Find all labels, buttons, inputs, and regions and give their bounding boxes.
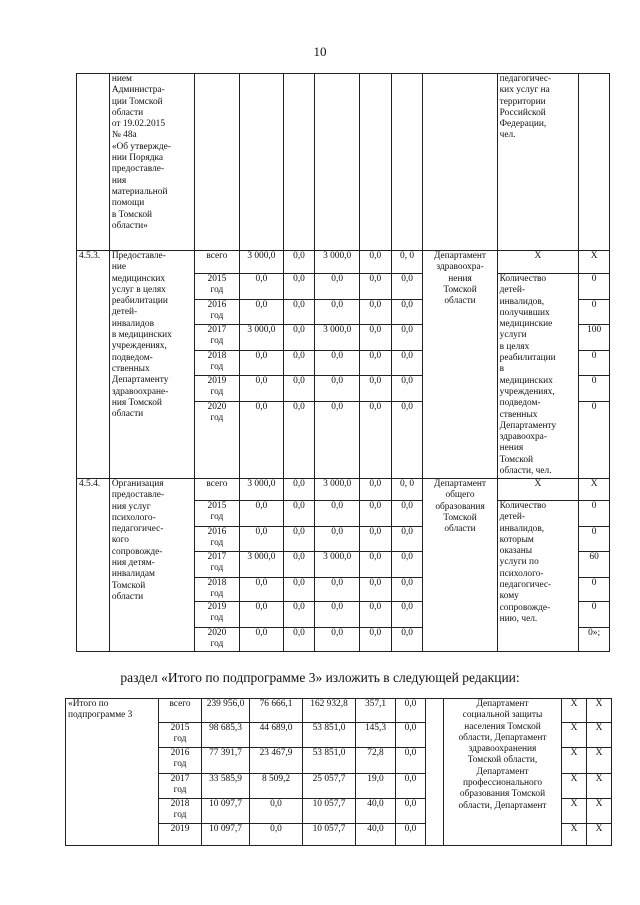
target-value: 0 — [579, 578, 610, 602]
amount-cell: 0,0 — [283, 552, 315, 578]
amount-cell: 0,0 — [391, 602, 423, 628]
table-row — [77, 479, 610, 501]
amount-cell: 0,0 — [283, 300, 315, 325]
amount-cell: 0,0 — [315, 602, 360, 628]
amount-cell: 0,0 — [359, 351, 391, 376]
target-value: 0 — [579, 376, 610, 402]
amount-cell: 3 000,0 — [315, 325, 360, 351]
amount-cell: 0,0 — [359, 628, 391, 652]
indicator-x: Х — [562, 723, 587, 748]
page-number: 10 — [313, 44, 327, 59]
amount-cell: 0,0 — [283, 479, 315, 501]
amount-cell: 0,0 — [359, 602, 391, 628]
amount-cell: 0,0 — [283, 501, 315, 527]
amount-cell: 0,0 — [283, 351, 315, 376]
total-label: «Итого по подпрограмме 3 — [66, 699, 159, 846]
amount-cell: 0,0 — [240, 351, 283, 376]
amount-cell: 0,0 — [396, 699, 426, 723]
year-cell: 2016 год — [194, 527, 240, 552]
year-cell: 2020 год — [194, 628, 240, 652]
target-x: Х — [587, 799, 612, 824]
year-cell: 2017 год — [194, 325, 240, 351]
year-cell: 2015 год — [194, 274, 240, 300]
amount-cell: 0, 0 — [391, 479, 423, 501]
amount-cell: 0,0 — [396, 748, 426, 774]
amount-cell: 239 956,0 — [202, 699, 250, 723]
target-x: Х — [579, 479, 610, 501]
indicator-x: Х — [562, 774, 587, 799]
year-cell: 2019 — [159, 824, 202, 846]
amount-cell: 0,0 — [315, 628, 360, 652]
year-cell: 2016 год — [159, 748, 202, 774]
amount-cell: 0,0 — [391, 351, 423, 376]
amount-cell: 10 097,7 — [202, 799, 250, 824]
target-value: 100 — [579, 325, 610, 351]
year-cell: всего — [159, 699, 202, 723]
measure-description: Предоставле- ние медицинских услуг в целях реабилитации детей- инвалидов в медицинских учреждениях, подведом- ственных Департаменту здравоохране- ния Томской области — [109, 251, 194, 479]
year-cell: 2017 год — [159, 774, 202, 799]
target-value: 0»; — [579, 628, 610, 652]
amount-cell: 40,0 — [356, 799, 396, 824]
amount-cell: 0,0 — [283, 628, 315, 652]
amount-cell: 0,0 — [391, 527, 423, 552]
amount-cell: 8 509,2 — [250, 774, 303, 799]
amount-cell: 0,0 — [396, 774, 426, 799]
amount-cell: 0,0 — [283, 274, 315, 300]
amount-cell: 145,3 — [356, 723, 396, 748]
amount-cell: 0,0 — [315, 402, 360, 479]
amount-cell: 0,0 — [240, 376, 283, 402]
amount-cell: 0,0 — [283, 402, 315, 479]
amount-cell: 0,0 — [283, 602, 315, 628]
total-row — [66, 699, 612, 723]
amount-cell: 0,0 — [396, 723, 426, 748]
table-row — [77, 251, 610, 274]
amount-cell: 0,0 — [391, 501, 423, 527]
target-value: 60 — [579, 552, 610, 578]
amount-cell: 0,0 — [391, 552, 423, 578]
amount-cell: 0,0 — [359, 376, 391, 402]
target-value: 0 — [579, 402, 610, 479]
continuation-row — [77, 74, 610, 251]
target-value: 0 — [579, 351, 610, 376]
year-cell: 2019 год — [194, 602, 240, 628]
year-cell: 2016 год — [194, 300, 240, 325]
year-cell: 2015 год — [159, 723, 202, 748]
amount-cell: 10 057,7 — [303, 824, 356, 846]
department-cell: Департамент общего образования Томской области — [423, 479, 497, 652]
amount-cell: 0,0 — [391, 376, 423, 402]
indicator-x: Х — [562, 824, 587, 846]
amount-cell: 0,0 — [240, 628, 283, 652]
indicator-text: Количество детей- инвалидов, которым оказаны услуги по психолого- педагогичес- кому сопровожде- нию, чел. — [497, 501, 579, 652]
amount-cell: 0,0 — [283, 251, 315, 274]
amount-cell: 0,0 — [315, 501, 360, 527]
target-x: Х — [579, 251, 610, 274]
amount-cell: 0,0 — [359, 578, 391, 602]
amount-cell: 3 000,0 — [315, 479, 360, 501]
target-x: Х — [587, 699, 612, 723]
year-cell: 2018 год — [194, 578, 240, 602]
empty-cell — [426, 699, 444, 846]
indicator-text: Количество детей- инвалидов, получивших медицинские услуги в целях реабилитации в медицинских учреждениях, подведом- ственных Департаменту здравоохра- нения Томской области, чел. — [497, 274, 579, 479]
amount-cell: 0,0 — [396, 799, 426, 824]
amount-cell: 23 467,9 — [250, 748, 303, 774]
amount-cell: 33 585,9 — [202, 774, 250, 799]
amount-cell: 0,0 — [283, 376, 315, 402]
amount-cell: 0,0 — [315, 578, 360, 602]
amount-cell: 53 851,0 — [303, 748, 356, 774]
year-cell: 2018 год — [194, 351, 240, 376]
amount-cell: 3 000,0 — [240, 479, 283, 501]
amount-cell: 3 000,0 — [240, 251, 283, 274]
amount-cell: 0,0 — [250, 824, 303, 846]
year-cell: 2019 год — [194, 376, 240, 402]
amount-cell: 0,0 — [283, 578, 315, 602]
year-cell: 2018 год — [159, 799, 202, 824]
amount-cell: 0,0 — [315, 274, 360, 300]
amount-cell: 0,0 — [359, 527, 391, 552]
amount-cell: 0,0 — [315, 351, 360, 376]
amount-cell: 0,0 — [391, 402, 423, 479]
amount-cell: 0,0 — [315, 376, 360, 402]
amount-cell: 0,0 — [396, 824, 426, 846]
amount-cell: 98 685,3 — [202, 723, 250, 748]
indicator-x: Х — [497, 479, 579, 501]
amount-cell: 77 391,7 — [202, 748, 250, 774]
amount-cell: 0,0 — [391, 628, 423, 652]
indicator-x: Х — [562, 799, 587, 824]
amount-cell: 3 000,0 — [315, 251, 360, 274]
amount-cell: 0,0 — [315, 527, 360, 552]
amount-cell: 0,0 — [240, 578, 283, 602]
amount-cell: 0,0 — [359, 552, 391, 578]
measure-number: 4.5.4. — [77, 479, 110, 652]
amount-cell: 0,0 — [359, 402, 391, 479]
amount-cell: 0,0 — [240, 602, 283, 628]
amount-cell: 0,0 — [283, 527, 315, 552]
year-cell: 2020 год — [194, 402, 240, 479]
target-x: Х — [587, 723, 612, 748]
target-x: Х — [587, 774, 612, 799]
amount-cell: 0,0 — [315, 300, 360, 325]
amount-cell: 10 097,7 — [202, 824, 250, 846]
amount-cell: 357,1 — [356, 699, 396, 723]
target-value: 0 — [579, 602, 610, 628]
amount-cell: 40,0 — [356, 824, 396, 846]
department-cell: Департамент здравоохра- нения Томской области — [423, 251, 497, 479]
target-value: 0 — [579, 300, 610, 325]
target-value: 0 — [579, 501, 610, 527]
amount-cell: 0,0 — [240, 300, 283, 325]
amount-cell: 25 057,7 — [303, 774, 356, 799]
year-cell: всего — [194, 479, 240, 501]
amount-cell: 0,0 — [359, 274, 391, 300]
amount-cell: 162 932,8 — [303, 699, 356, 723]
amount-cell: 0,0 — [240, 274, 283, 300]
year-cell: 2015 год — [194, 501, 240, 527]
measure-description: нием Администра- ции Томской области от 19.02.2015 № 48а «Об утвержде- нии Порядка предоставле- ния материальной помощи в Томской области» — [109, 74, 194, 251]
amount-cell: 0,0 — [359, 501, 391, 527]
amount-cell: 19,0 — [356, 774, 396, 799]
department-cell: Департамент социальной защиты населения Томской области, Департамент здравоохранения Томской области, Департамент профессионального образования Томской области, Департамент — [444, 699, 562, 846]
amount-cell: 0,0 — [359, 251, 391, 274]
amount-cell: 0,0 — [359, 325, 391, 351]
year-cell: всего — [194, 251, 240, 274]
amount-cell: 0,0 — [240, 527, 283, 552]
amount-cell: 3 000,0 — [240, 552, 283, 578]
amount-cell: 72,8 — [356, 748, 396, 774]
amount-cell: 0,0 — [283, 325, 315, 351]
section-heading: раздел «Итого по подпрограмме 3» изложить в следующей редакции: — [120, 670, 520, 685]
program-table — [76, 73, 610, 652]
amount-cell: 0, 0 — [391, 251, 423, 274]
amount-cell: 3 000,0 — [240, 325, 283, 351]
amount-cell: 53 851,0 — [303, 723, 356, 748]
measure-number: 4.5.3. — [77, 251, 110, 479]
amount-cell: 3 000,0 — [315, 552, 360, 578]
measure-description: Организация предоставле- ния услуг психолого- педагогичес- кого сопровожде- ния детям- инвалидам Томской области — [109, 479, 194, 652]
amount-cell: 0,0 — [250, 799, 303, 824]
amount-cell: 0,0 — [391, 578, 423, 602]
total-table — [65, 698, 612, 846]
amount-cell: 10 057,7 — [303, 799, 356, 824]
amount-cell: 44 689,0 — [250, 723, 303, 748]
indicator-x: Х — [562, 699, 587, 723]
amount-cell: 0,0 — [391, 274, 423, 300]
indicator-x: Х — [562, 748, 587, 774]
amount-cell: 0,0 — [240, 402, 283, 479]
amount-cell: 0,0 — [240, 501, 283, 527]
amount-cell: 0,0 — [391, 325, 423, 351]
amount-cell: 0,0 — [359, 479, 391, 501]
amount-cell: 0,0 — [391, 300, 423, 325]
target-x: Х — [587, 824, 612, 846]
year-cell: 2017 год — [194, 552, 240, 578]
amount-cell: 0,0 — [359, 300, 391, 325]
indicator-text: педагогичес- ких услуг на территории Российской Федерации, чел. — [497, 74, 579, 251]
amount-cell: 76 666,1 — [250, 699, 303, 723]
target-value: 0 — [579, 274, 610, 300]
target-x: Х — [587, 748, 612, 774]
target-value: 0 — [579, 527, 610, 552]
indicator-x: Х — [497, 251, 579, 274]
